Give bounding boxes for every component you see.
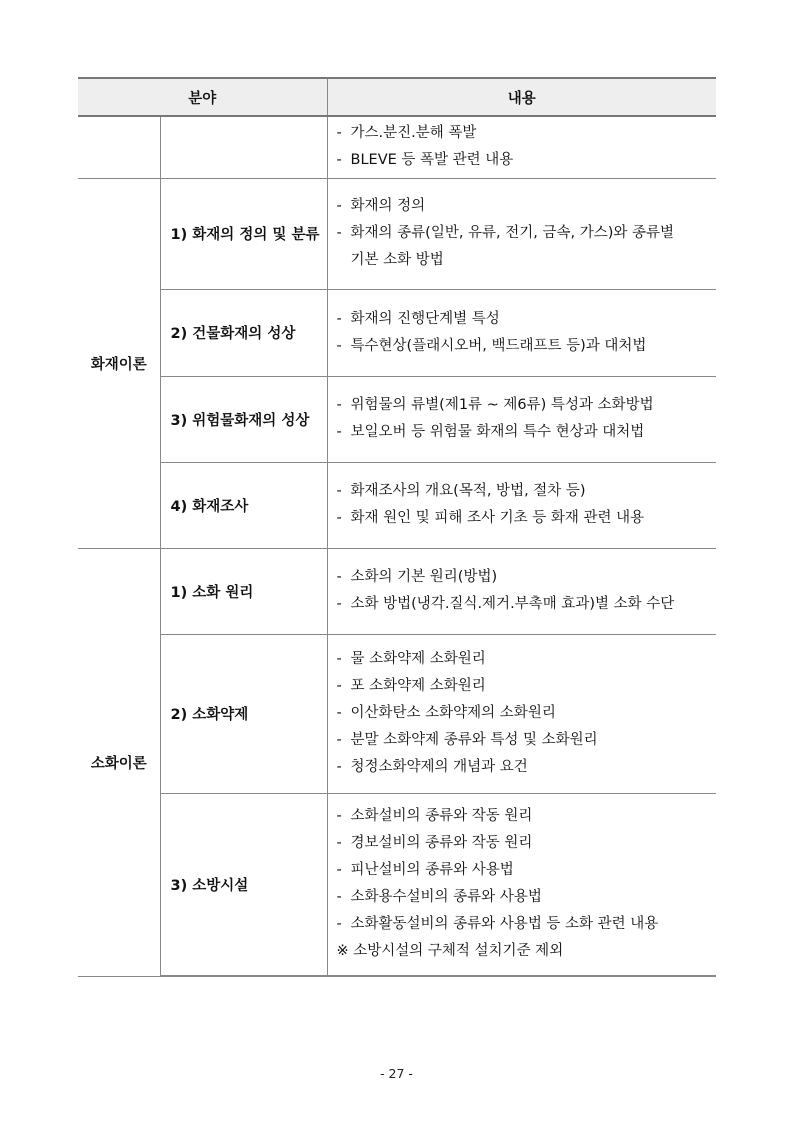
bullet-dash: - — [336, 510, 342, 526]
bullet-dash: - — [336, 225, 342, 241]
table-row — [78, 634, 716, 793]
content-line-text: 위험물의 류별(제1류 ~ 제6류) 특성과 소화방법 — [350, 397, 654, 413]
page-number: - 27 - — [380, 1066, 413, 1081]
content-line — [337, 505, 710, 532]
table-row — [78, 548, 716, 634]
content-line — [337, 673, 710, 700]
content-line-text: 화재의 종류(일반, 유류, 전기, 금속, 가스)와 종류별 — [350, 225, 675, 241]
subcategory-cell: 1) 화재의 정의 및 분류 — [160, 178, 327, 289]
content-line-text: 소화 방법(냉각.질식.제거.부촉매 효과)별 소화 수단 — [350, 596, 675, 612]
content-line — [337, 306, 710, 333]
content-line — [337, 754, 710, 781]
content-line-text: 기본 소화 방법 — [350, 252, 444, 268]
bullet-dash: - — [336, 337, 342, 354]
bullet-dash: - — [336, 705, 342, 721]
content-line — [337, 419, 710, 446]
content-line — [337, 884, 710, 911]
table-row — [78, 116, 716, 178]
table-row — [78, 289, 716, 376]
subcategory-cell: 4) 화재조사 — [160, 462, 327, 548]
subcategory-cell: 2) 소화약제 — [160, 634, 327, 793]
subcategory-cell: 1) 소화 원리 — [160, 548, 327, 634]
content-line — [337, 911, 710, 938]
subcategory-cell: 2) 건물화재의 성상 — [160, 289, 327, 376]
content-line-text: 보일오버 등 위험물 화재의 특수 현상과 대처법 — [350, 424, 645, 440]
content-line — [337, 803, 710, 830]
bullet-dash: - — [336, 569, 342, 585]
bullet-dash: - — [336, 651, 342, 667]
table-row — [78, 793, 716, 976]
content-cell — [327, 634, 716, 793]
content-line — [337, 392, 710, 419]
content-line — [337, 591, 710, 618]
content-line-text: 화재의 정의 — [350, 198, 426, 214]
content-line-text: 소화용수설비의 종류와 사용법 — [350, 889, 542, 906]
content-line-text: 화재조사의 개요(목적, 방법, 절차 등) — [350, 483, 586, 499]
category-cell-empty — [78, 116, 160, 178]
bullet-dash: - — [336, 808, 342, 825]
content-line — [337, 857, 710, 884]
bullet-dash: - — [336, 424, 342, 440]
content-cell — [327, 178, 716, 289]
content-cell — [327, 116, 716, 178]
content-line-text: 소화활동설비의 종류와 사용법 등 소화 관련 내용 — [350, 916, 659, 933]
table-header-row — [78, 78, 716, 116]
table-row — [78, 178, 716, 289]
bullet-dash: - — [336, 916, 342, 933]
content-line-text: 특수현상(플래시오버, 백드래프트 등)과 대처법 — [350, 337, 647, 354]
content-line — [337, 727, 710, 754]
bullet-dash: - — [336, 125, 342, 142]
note-line — [337, 938, 710, 965]
content-cell — [327, 548, 716, 634]
content-line — [337, 830, 710, 857]
content-cell — [327, 462, 716, 548]
bullet-dash: - — [336, 152, 342, 169]
content-line-text: 가스.분진.분해 폭발 — [350, 125, 477, 142]
category-cell: 화재이론 — [78, 178, 160, 548]
subcategory-cell: 3) 위험물화재의 성상 — [160, 376, 327, 462]
table-row — [78, 462, 716, 548]
table-row — [78, 376, 716, 462]
content-line — [337, 147, 710, 174]
content-line — [337, 564, 710, 591]
bullet-dash: - — [336, 889, 342, 906]
content-line-text: ※ 소방시설의 구체적 설치기준 제외 — [336, 943, 564, 960]
field-header: 분야 — [78, 78, 327, 116]
content-line-text: 화재의 진행단계별 특성 — [350, 310, 500, 327]
content-line — [337, 333, 710, 360]
bullet-dash: - — [336, 835, 342, 852]
subcategory-cell: 3) 소방시설 — [160, 793, 327, 976]
content-line-text: 화재 원인 및 피해 조사 기초 등 화재 관련 내용 — [350, 510, 645, 526]
bullet-dash: - — [336, 678, 342, 694]
bullet-dash: - — [336, 759, 342, 775]
content-line — [337, 193, 710, 220]
content-line-text: 포 소화약제 소화원리 — [350, 678, 486, 694]
content-line-text: 분말 소화약제 종류와 특성 및 소화원리 — [350, 732, 598, 748]
content-line — [337, 700, 710, 727]
content-line-continuation — [337, 247, 710, 274]
subcategory-cell-empty — [160, 116, 327, 178]
bullet-dash: - — [336, 862, 342, 879]
content-line-text: 청정소화약제의 개념과 요건 — [350, 759, 528, 775]
content-line-text: 이산화탄소 소화약제의 소화원리 — [350, 705, 556, 721]
content-line — [337, 120, 710, 147]
content-cell — [327, 793, 716, 976]
content-cell — [327, 376, 716, 462]
content-line — [337, 220, 710, 247]
bullet-dash: - — [336, 483, 342, 499]
bullet-dash: - — [336, 310, 342, 327]
content-line — [337, 646, 710, 673]
bullet-dash: - — [336, 596, 342, 612]
content-line-text: 소화의 기본 원리(방법) — [350, 569, 498, 585]
content-line-text: 피난설비의 종류와 사용법 — [350, 862, 514, 879]
content-line-text: 물 소화약제 소화원리 — [350, 651, 486, 667]
content-cell — [327, 289, 716, 376]
content-line-text: 경보설비의 종류와 작동 원리 — [350, 835, 533, 852]
content-line — [337, 478, 710, 505]
syllabus-table — [78, 77, 716, 977]
content-header: 내용 — [327, 78, 716, 116]
content-line-text: BLEVE 등 폭발 관련 내용 — [350, 152, 514, 169]
bullet-dash: - — [336, 732, 342, 748]
category-cell: 소화이론 — [78, 548, 160, 976]
bullet-dash: - — [336, 397, 342, 413]
content-line-text: 소화설비의 종류와 작동 원리 — [350, 808, 533, 825]
bullet-dash: - — [336, 198, 342, 214]
